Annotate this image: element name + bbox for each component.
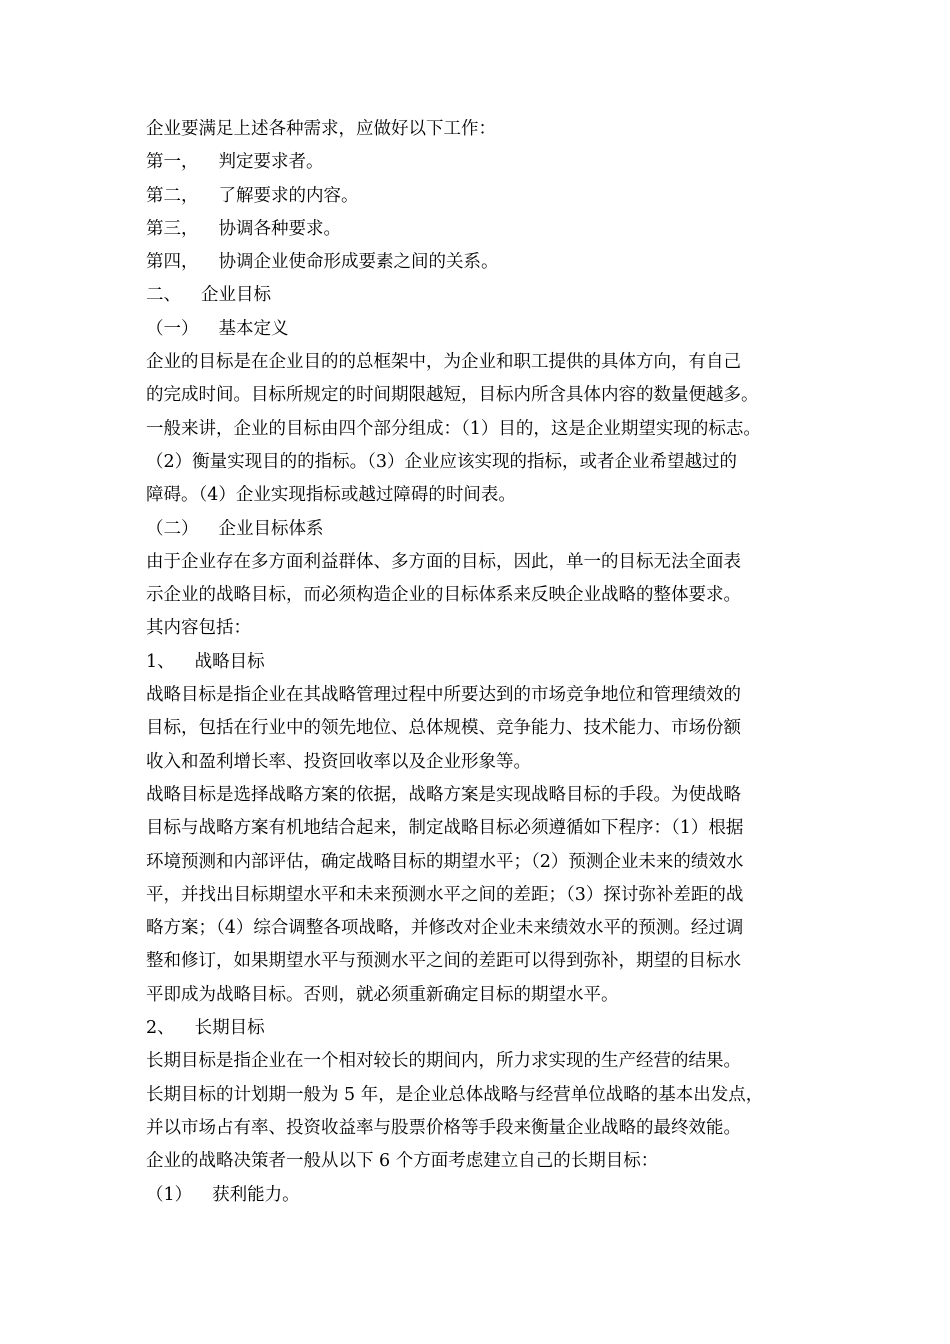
list-item-label: 第三，: [146, 218, 199, 239]
list-item: [146, 279, 826, 312]
list-item-label: （1）: [146, 1184, 193, 1205]
list-item-text: 判定要求者。: [218, 152, 324, 173]
list-item-text: 战略目标: [194, 651, 265, 672]
list-item-label: 2、: [146, 1018, 175, 1039]
text-line: 一般来讲，企业的目标由四个部分组成：（1）目的，这是企业期望实现的标志。: [146, 418, 761, 439]
list-item-label: 第一，: [146, 152, 199, 173]
list-item-text: 企业目标体系: [218, 518, 324, 539]
text-line: 环境预测和内部评估，确定战略目标的期望水平；（2）预测企业未来的绩效水: [146, 851, 744, 872]
text-line: 企业的战略决策者一般从以下 6 个方面考虑建立自己的长期目标：: [146, 1151, 659, 1172]
list-item-label: （一）: [146, 318, 199, 339]
text-line: 略方案；（4）综合调整各项战略，并修改对企业未来绩效水平的预测。经过调: [146, 918, 744, 939]
document-body: [146, 113, 826, 1212]
list-item: [146, 246, 826, 279]
list-item: [146, 646, 826, 679]
list-item-text: 基本定义: [218, 318, 289, 339]
list-item-label: （二）: [146, 518, 199, 539]
text-line: 平即成为战略目标。否则，就必须重新确定目标的期望水平。: [146, 984, 619, 1005]
list-item-text: 长期目标: [194, 1018, 265, 1039]
text-line: 的完成时间。目标所规定的时间期限越短，目标内所含具体内容的数量便越多。: [146, 385, 759, 406]
text-line: 战略目标是指企业在其战略管理过程中所要达到的市场竞争地位和管理绩效的: [146, 685, 741, 706]
list-item-text: 协调企业使命形成要素之间的关系。: [218, 252, 499, 273]
list-item-text: 获利能力。: [212, 1184, 300, 1205]
list-item: [146, 513, 826, 546]
text-line: 其内容包括：: [146, 618, 251, 639]
text-line: 企业的目标是在企业目的的总框架中，为企业和职工提供的具体方向，有自己: [146, 352, 741, 373]
text-line: 并以市场占有率、投资收益率与股票价格等手段来衡量企业战略的最终效能。: [146, 1117, 741, 1138]
text-line: 障碍。（4）企业实现指标或越过障碍的时间表。: [146, 485, 516, 506]
list-item-text: 企业目标: [201, 285, 271, 306]
text-line: 企业要满足上述各种需求，应做好以下工作：: [146, 119, 496, 139]
text-line: 目标，包括在行业中的领先地位、总体规模、竞争能力、技术能力、市场份额: [146, 718, 741, 739]
text-line: 收入和盈利增长率、投资回收率以及企业形象等。: [146, 751, 531, 772]
text-line: 平，并找出目标期望水平和未来预测水平之间的差距；（3）探讨弥补差距的战: [146, 884, 744, 905]
list-item-text: 了解要求的内容。: [218, 185, 359, 206]
text-line: （2）衡量实现目的的指标。（3）企业应该实现的指标，或者企业希望越过的: [146, 451, 738, 472]
list-item: [146, 313, 826, 346]
list-item: [146, 180, 826, 213]
list-item: [146, 146, 826, 179]
text-line: 长期目标是指企业在一个相对较长的期间内，所力求实现的生产经营的结果。: [146, 1051, 741, 1072]
list-item: [146, 1012, 826, 1045]
list-item: [146, 213, 826, 246]
list-item-label: 二、: [146, 285, 181, 306]
list-item-label: 第二，: [146, 185, 199, 206]
text-line: 目标与战略方案有机地结合起来，制定战略目标必须遵循如下程序：（1）根据: [146, 818, 744, 839]
list-item-text: 协调各种要求。: [218, 218, 341, 239]
list-item-label: 1、: [146, 651, 175, 672]
list-item: [146, 1179, 826, 1212]
text-line: 战略目标是选择战略方案的依据，战略方案是实现战略目标的手段。为使战略: [146, 784, 741, 805]
text-line: 示企业的战略目标，而必须构造企业的目标体系来反映企业战略的整体要求。: [146, 585, 741, 606]
text-line: 整和修订，如果期望水平与预测水平之间的差距可以得到弥补，期望的目标水: [146, 951, 741, 972]
text-line: 长期目标的计划期一般为 5 年，是企业总体战略与经营单位战略的基本出发点，: [146, 1084, 764, 1105]
list-item-label: 第四，: [146, 252, 199, 273]
text-line: 由于企业存在多方面利益群体、多方面的目标，因此，单一的目标无法全面表: [146, 551, 741, 572]
